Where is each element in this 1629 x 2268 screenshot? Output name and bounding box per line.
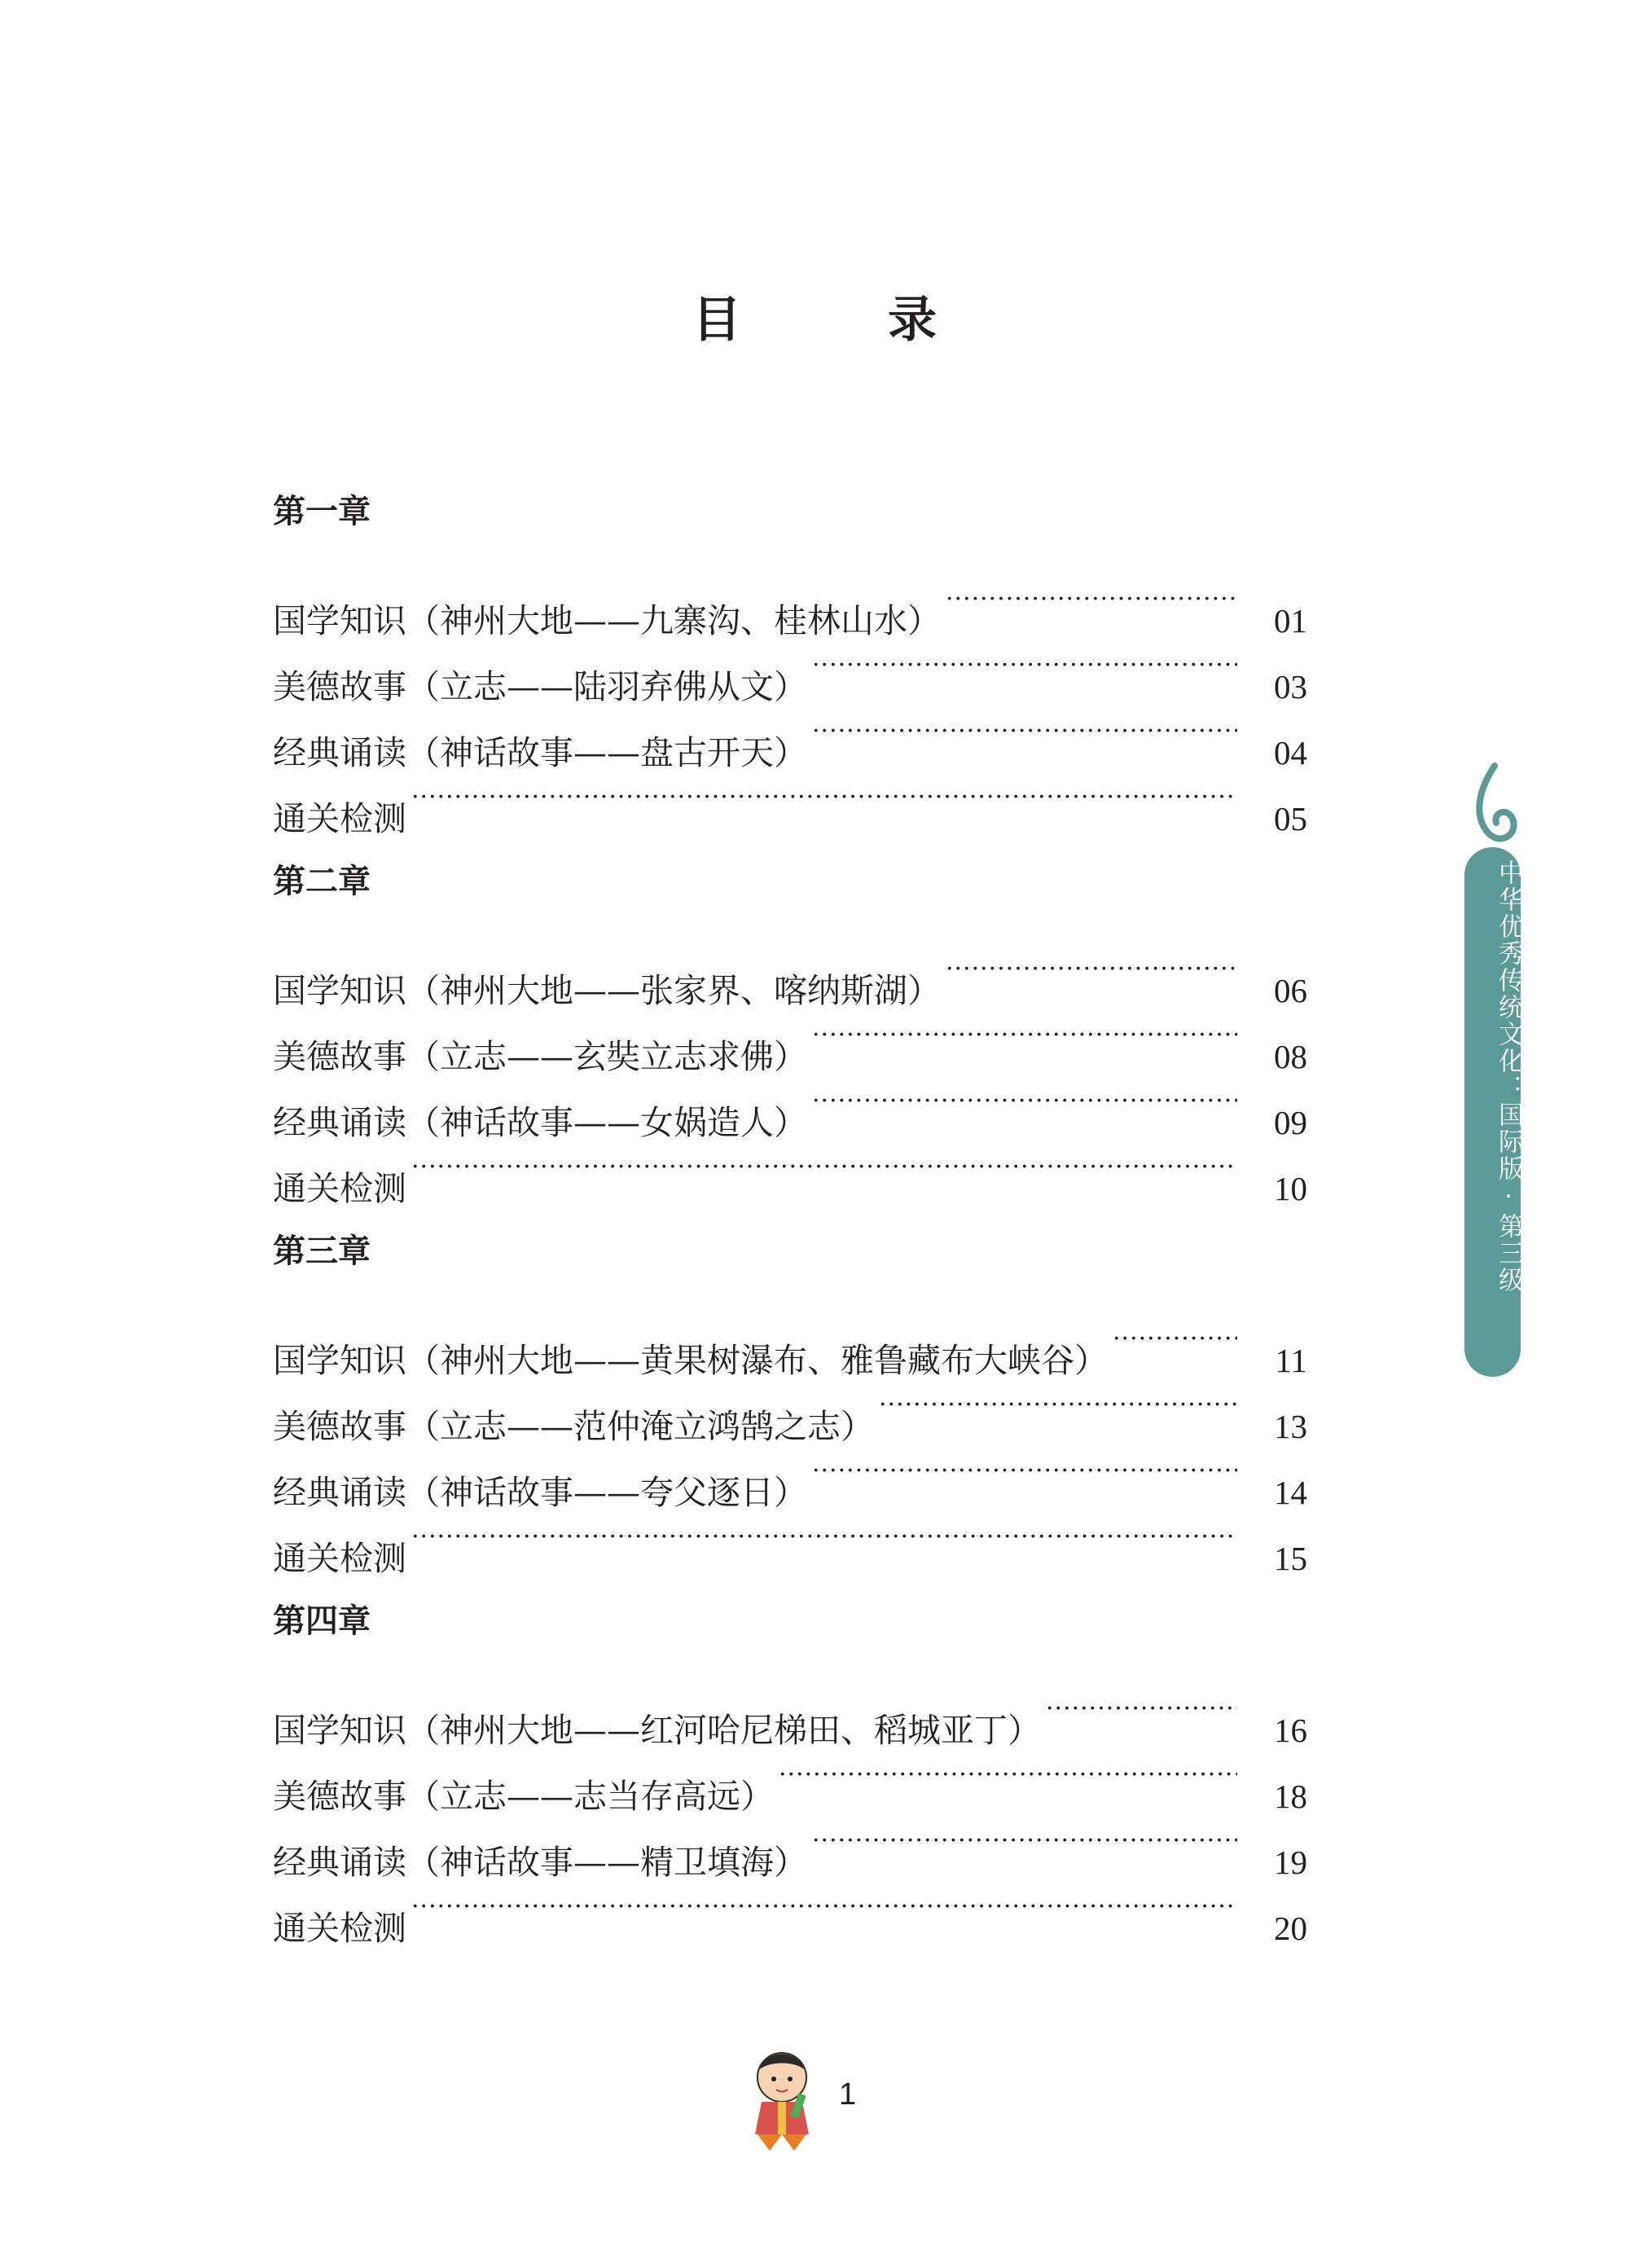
leader-dots [779, 1742, 1237, 1808]
chapter-heading: 第二章 [273, 862, 371, 900]
toc-entry[interactable] [273, 1504, 1307, 1578]
toc-entry-label: 经典诵读（神话故事——女娲造人） [273, 1103, 807, 1142]
toc-entry[interactable] [273, 1676, 1307, 1750]
chapter-heading: 第三章 [273, 1232, 371, 1270]
toc-entry-label: 美德故事（立志——范仲淹立鸿鹄之志） [273, 1407, 874, 1446]
leader-dots [879, 1372, 1237, 1438]
leader-dots [812, 698, 1237, 764]
leader-dots [812, 632, 1237, 698]
toc-entry-page: 04 [1274, 734, 1307, 771]
toc-entry[interactable] [273, 936, 1307, 1010]
chapter-heading: 第一章 [273, 492, 371, 530]
toc-entry[interactable] [273, 764, 1307, 838]
toc-entry-page: 13 [1274, 1408, 1307, 1445]
toc-entry-page: 14 [1274, 1474, 1307, 1511]
leader-dots [946, 936, 1237, 1002]
page-number: 1 [839, 2077, 857, 2112]
table-of-contents [273, 489, 1307, 1968]
toc-entry-label: 国学知识（神州大地——九寨沟、桂林山水） [273, 601, 941, 640]
child-mascot-icon [737, 2045, 827, 2155]
side-tab [1462, 758, 1523, 1377]
toc-entry-page: 10 [1274, 1170, 1307, 1207]
toc-entry-label: 国学知识（神州大地——黄果树瀑布、雅鲁藏布大峡谷） [273, 1341, 1108, 1380]
leader-dots [812, 1438, 1237, 1504]
page-title: 目 录 [692, 292, 986, 349]
toc-entry-label: 经典诵读（神话故事——盘古开天） [273, 733, 807, 772]
toc-entry-label: 经典诵读（神话故事——精卫填海） [273, 1843, 807, 1882]
chapter-3 [273, 1228, 1307, 1578]
toc-entry-page: 16 [1274, 1712, 1307, 1749]
leader-dots [812, 1068, 1237, 1134]
toc-entry-label: 美德故事（立志——陆羽弃佛从文） [273, 667, 807, 706]
leader-dots [411, 1874, 1237, 1940]
leader-dots [411, 1134, 1237, 1200]
toc-entry-page: 06 [1274, 972, 1307, 1009]
toc-entry-page: 15 [1274, 1540, 1307, 1577]
toc-entry[interactable] [273, 1874, 1307, 1948]
toc-entry-label: 美德故事（立志——志当存高远） [273, 1777, 774, 1816]
toc-entry-label: 美德故事（立志——玄奘立志求佛） [273, 1037, 807, 1076]
toc-entry[interactable] [273, 1134, 1307, 1208]
toc-entry-label: 通关检测 [273, 1539, 406, 1578]
leader-dots [812, 1002, 1237, 1068]
leader-dots [1046, 1676, 1237, 1742]
toc-entry-page: 19 [1274, 1844, 1307, 1881]
chapter-1 [273, 489, 1307, 838]
leader-dots [1113, 1306, 1237, 1372]
toc-entry-page: 08 [1274, 1038, 1307, 1075]
toc-entry-page: 18 [1274, 1778, 1307, 1815]
toc-entry-label: 国学知识（神州大地——张家界、喀纳斯湖） [273, 971, 941, 1010]
leader-dots [411, 1504, 1237, 1570]
toc-entry-page: 01 [1274, 602, 1307, 640]
chapter-heading: 第四章 [273, 1602, 371, 1640]
toc-entry-page: 05 [1274, 800, 1307, 837]
toc-entry-label: 通关检测 [273, 1909, 406, 1948]
toc-entry-label: 经典诵读（神话故事——夸父逐日） [273, 1473, 807, 1512]
leader-dots [411, 764, 1237, 830]
chapter-2 [273, 859, 1307, 1208]
toc-entry-label: 国学知识（神州大地——红河哈尼梯田、稻城亚丁） [273, 1711, 1041, 1750]
toc-entry-page: 11 [1275, 1342, 1307, 1379]
toc-entry[interactable] [273, 566, 1307, 640]
toc-entry-label: 通关检测 [273, 1169, 406, 1208]
chapter-4 [273, 1598, 1307, 1948]
toc-entry-page: 03 [1274, 668, 1307, 705]
leader-dots [812, 1808, 1237, 1874]
side-tab-text: 中华优秀传统文化：国际版·第三级 [1494, 859, 1523, 1294]
toc-entry-page: 20 [1274, 1910, 1307, 1947]
leader-dots [946, 566, 1237, 632]
toc-entry-label: 通关检测 [273, 799, 406, 838]
toc-entry[interactable] [273, 1306, 1307, 1380]
toc-entry-page: 09 [1274, 1104, 1307, 1141]
